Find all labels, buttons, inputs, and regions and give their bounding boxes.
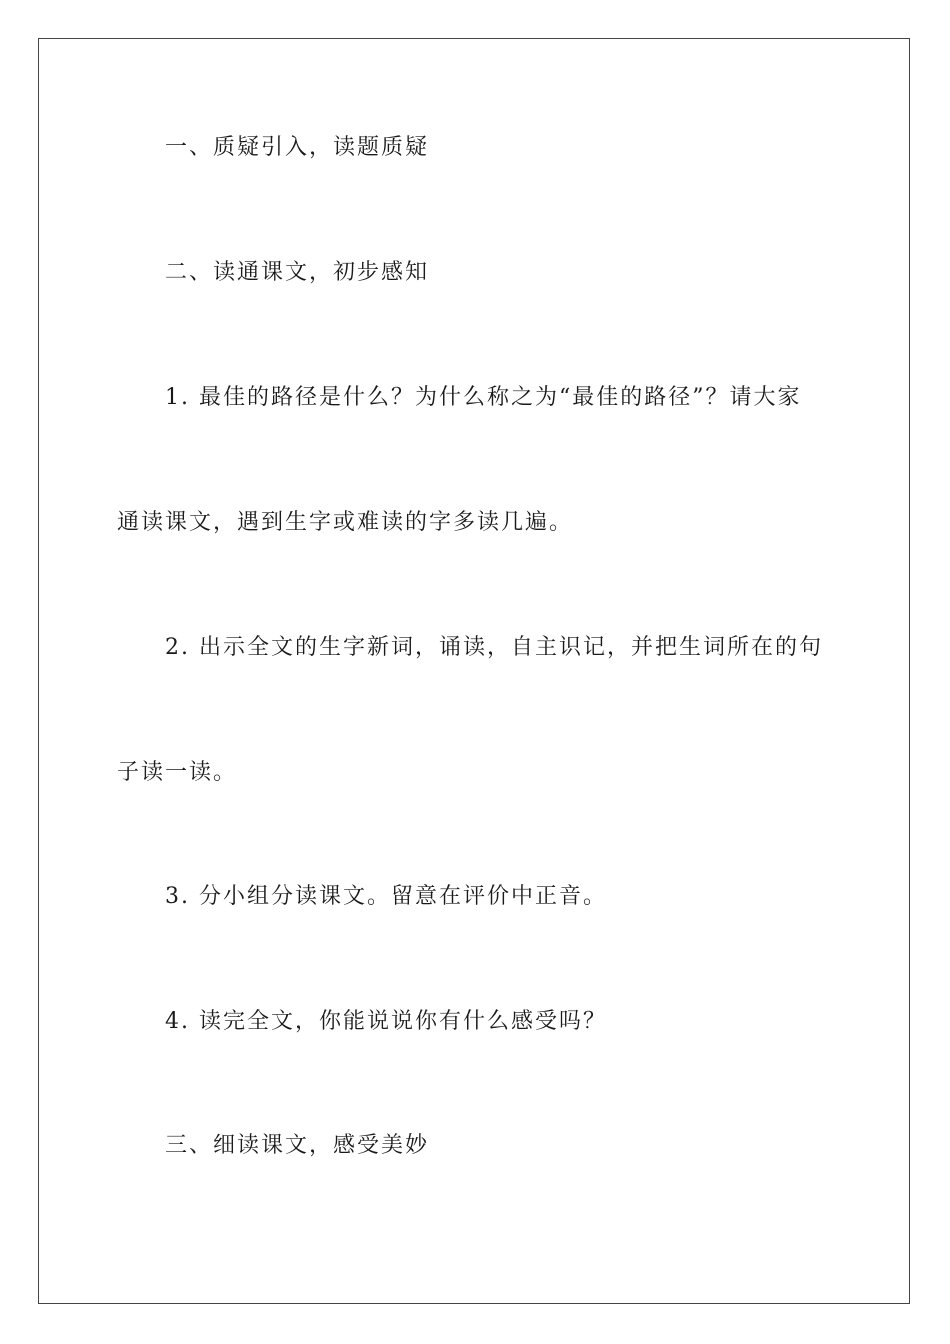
paragraph-1-line-1: 1. 最佳的路径是什么？为什么称之为“最佳的路径”？请大家	[165, 385, 802, 410]
paragraph-3: 3. 分小组分读课文。留意在评价中正音。	[165, 884, 607, 909]
paragraph-1-line-2: 通读课文，遇到生字或难读的字多读几遍。	[117, 510, 574, 535]
paragraph-2-line-1: 2. 出示全文的生字新词，诵读，自主识记，并把生词所在的句	[165, 635, 823, 660]
section-heading-3: 三、细读课文，感受美妙	[165, 1133, 430, 1158]
section-heading-1: 一、质疑引入，读题质疑	[165, 135, 430, 160]
page-border	[38, 38, 910, 1304]
paragraph-2-line-2: 子读一读。	[117, 760, 238, 785]
section-heading-2: 二、读通课文，初步感知	[165, 260, 430, 285]
paragraph-4: 4. 读完全文，你能说说你有什么感受吗？	[165, 1009, 607, 1034]
